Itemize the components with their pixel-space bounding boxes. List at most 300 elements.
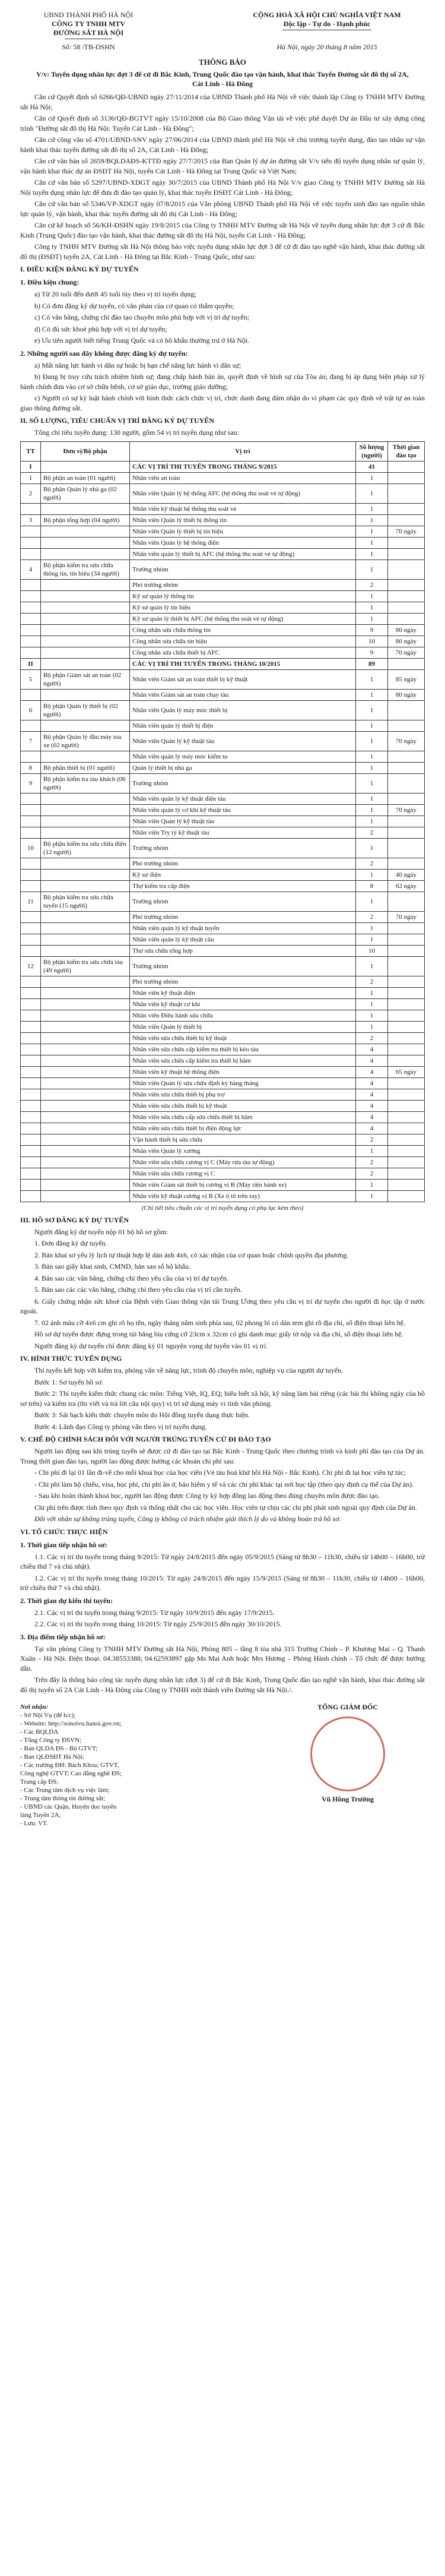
table-row	[21, 700, 425, 720]
quantity-cell: 1	[356, 720, 388, 731]
recipient-line: - Các trường ĐH: Bách Khoa; GTVT,	[20, 1762, 119, 1769]
position-cell: Nhân viên kỹ thuật cương vị B (Xe ô tô trên ray)	[130, 1190, 356, 1202]
unit-cell: Bộ phận Quản lý đầu máy toa xe (02 người)	[41, 731, 130, 751]
table-row	[21, 624, 425, 636]
unit-cell	[41, 1077, 130, 1089]
schedule-item: 2.1. Các vị trí thi tuyển trong tháng 9/2015: Từ ngày 10/9/2015 đến ngày 17/9/2015.	[34, 1608, 275, 1617]
position-cell: Nhân viên kỹ thuật hệ thống thu soát vé	[130, 503, 356, 514]
position-cell: Nhân viên sửa chữa thiết bị phụ trợ	[130, 1089, 356, 1100]
table-row	[21, 762, 425, 773]
quantity-cell: 1	[356, 793, 388, 804]
dossier-lead: Người đăng ký dự tuyển nộp 01 bộ hồ sơ gồm:	[34, 1227, 169, 1236]
header-cell: Đơn vị/Bộ phận	[41, 441, 130, 461]
unit-cell	[41, 1089, 130, 1100]
row-number-cell	[21, 911, 41, 922]
section-conditions	[20, 264, 425, 413]
unit-cell	[41, 1168, 130, 1179]
table-row	[21, 1077, 425, 1089]
unit-cell	[41, 1044, 130, 1055]
policy-item: - Sau khi hoàn thành khoá học, người lao động được Công ty ký hợp đồng lao động theo đúng chuyên môn được đào tạo.	[34, 1491, 380, 1500]
issuer-parent: UBND THÀNH PHỐ HÀ NỘI	[43, 11, 134, 19]
unit-cell: Bộ phận an toàn (01 người)	[41, 472, 130, 483]
quantity-cell: 4	[356, 1077, 388, 1089]
row-number-cell	[21, 751, 41, 762]
dossier-item: 4. Bản sao các văn bằng, chứng chỉ theo yêu cầu của vị trí dự tuyển.	[34, 1273, 228, 1282]
row-number-cell: 7	[21, 731, 41, 751]
row-number-cell	[21, 858, 41, 869]
row-number-cell: II	[21, 658, 41, 669]
quantity-cell: 1	[356, 1145, 388, 1156]
row-number-cell	[21, 976, 41, 987]
recipient-line: Trung cấp ĐS;	[20, 1778, 59, 1785]
document-footer	[20, 1703, 425, 1828]
position-cell: Nhân viên sửa chữa thiết bị kỹ thuật	[130, 1032, 356, 1044]
subsection-heading: 1. Điều kiện chung:	[20, 278, 80, 286]
unit-cell	[41, 911, 130, 922]
duration-cell	[388, 548, 425, 560]
position-cell: Thợ kiểm tra cấp điện	[130, 880, 356, 892]
dossier-item: 1. Đơn đăng ký dự tuyển.	[34, 1239, 107, 1247]
quantity-cell: 1	[356, 816, 388, 827]
table-row	[21, 590, 425, 602]
position-cell: Nhân viên Quản lý sửa chữa định kỳ hàng tháng	[130, 1077, 356, 1089]
unit-cell	[41, 945, 130, 956]
table-row	[21, 1190, 425, 1202]
quantity-cell: 1	[356, 1010, 388, 1021]
table-row	[21, 945, 425, 956]
recipient-line: - Ban QLDA ĐS - Bộ GTVT;	[20, 1745, 98, 1752]
duration-cell: 40 ngày	[388, 869, 425, 880]
table-group-row	[21, 658, 425, 669]
schedule-item: 2.2. Các vị trí thi tuyển trong tháng 10/2015: Từ ngày 25/9/2015 đến ngày 30/10/2015.	[34, 1620, 282, 1628]
quantity-cell: 10	[356, 945, 388, 956]
row-number-cell	[21, 934, 41, 945]
quantity-cell: 1	[356, 762, 388, 773]
position-cell: CÁC VỊ TRÍ THI TUYỂN TRONG THÁNG 10/2015	[130, 658, 356, 669]
form-step: Bước 1: Sơ tuyển hồ sơ.	[34, 1377, 104, 1386]
section-heading: I. ĐIỀU KIỆN ĐĂNG KÝ DỰ TUYỂN	[20, 265, 139, 273]
quantity-cell: 2	[356, 911, 388, 922]
duration-cell: 65 ngày	[388, 1066, 425, 1077]
unit-cell: Bộ phận Giám sát an toàn (02 người)	[41, 669, 130, 689]
exclusion-item: b) Đang bị truy cứu trách nhiệm hình sự; đang chấp hành bản án, quyết định về hình sự của Tòa án; đang bị áp dụng biện pháp xử lý hành chính đưa vào cơ sở chữa bệnh, cơ sở giáo dục, trường giáo dưỡng;	[20, 372, 425, 391]
quantity-cell: 2	[356, 976, 388, 987]
duration-cell	[388, 700, 425, 720]
table-row	[21, 669, 425, 689]
table-row	[21, 1145, 425, 1156]
row-number-cell	[21, 1077, 41, 1089]
table-row	[21, 1032, 425, 1044]
duration-cell	[388, 816, 425, 827]
position-cell: Nhân viên sửa chữa cương vị C (Máy rửa tàu tự động)	[130, 1156, 356, 1168]
table-row	[21, 1134, 425, 1145]
position-cell: Kỹ sư điện	[130, 869, 356, 880]
quantity-cell: 10	[356, 636, 388, 647]
table-row	[21, 503, 425, 514]
position-cell: Nhân viên an toàn	[130, 472, 356, 483]
unit-cell	[41, 647, 130, 658]
duration-cell	[388, 793, 425, 804]
policy-item: Chi phí trên được tính theo quy định và thống nhất cho các học viên. Học viên tự chịu các chi phí phát sinh ngoài quy định của Dự án.	[34, 1503, 417, 1512]
position-cell: Nhân viên sửa chữa cương vị C	[130, 1168, 356, 1179]
quantity-cell: 1	[356, 669, 388, 689]
subsection-heading: 2. Những người sau đây không được đăng ký dự tuyển:	[20, 349, 188, 358]
quantity-cell: 1	[356, 689, 388, 700]
position-cell: CÁC VỊ TRÍ THI TUYỂN TRONG THÁNG 9/2015	[130, 461, 356, 472]
national-block	[229, 11, 425, 39]
unit-cell	[41, 1190, 130, 1202]
table-note: (Chi tiết tiêu chuẩn các vị trí tuyển dụng có phụ lục kèm theo)	[141, 1204, 304, 1212]
position-cell: Nhân viên Quản lý thiết bị thông tin	[130, 514, 356, 526]
position-cell: Nhân viên quản lý kỹ thuật tuyến	[130, 922, 356, 934]
duration-cell	[388, 1044, 425, 1055]
row-number-cell	[21, 1032, 41, 1044]
table-row	[21, 1179, 425, 1190]
table-row	[21, 1055, 425, 1066]
unit-cell	[41, 526, 130, 537]
section-policy	[20, 1434, 425, 1524]
quantity-cell: 1	[356, 987, 388, 998]
condition-item: b) Có đơn đăng ký dự tuyển, có văn phản của cơ quan có thẩm quyền;	[34, 301, 234, 310]
quantity-cell: 1	[356, 1179, 388, 1190]
row-number-cell	[21, 987, 41, 998]
row-number-cell	[21, 804, 41, 816]
duration-cell	[388, 1055, 425, 1066]
unit-cell: Bộ phận kiểm tra sửa chữa tàu (49 người)	[41, 956, 130, 976]
unit-cell	[41, 1123, 130, 1134]
unit-cell	[41, 636, 130, 647]
quantity-cell: 1	[356, 869, 388, 880]
duration-cell	[388, 1190, 425, 1202]
quantity-cell: 2	[356, 1168, 388, 1179]
unit-cell	[41, 1156, 130, 1168]
unit-cell	[41, 976, 130, 987]
row-number-cell	[21, 1145, 41, 1156]
row-number-cell	[21, 793, 41, 804]
quantity-cell: 2	[356, 579, 388, 590]
quantity-cell: 1	[356, 602, 388, 613]
position-cell: Nhân viên Quản lý hệ thống điện	[130, 537, 356, 548]
unit-cell	[41, 998, 130, 1010]
unit-cell	[41, 503, 130, 514]
row-number-cell: 5	[21, 669, 41, 689]
row-number-cell: 12	[21, 956, 41, 976]
document-title: THÔNG BÁO	[199, 58, 246, 67]
form-lead: Thí tuyển kết hợp với kiểm tra, phỏng vấn về năng lực, trình độ chuyên môn, nghiệp vụ của người dự tuyển.	[34, 1366, 344, 1374]
row-number-cell	[21, 1179, 41, 1190]
row-number-cell	[21, 647, 41, 658]
unit-cell	[41, 602, 130, 613]
duration-cell	[388, 461, 425, 472]
duration-cell: 80 ngày	[388, 636, 425, 647]
recipient-line: làng Tuyến 2A;	[20, 1812, 61, 1819]
section-organization	[20, 1527, 425, 1695]
policy-item: - Chi phí làm hộ chiếu, visa, học phí, chi phí ăn ở, bảo hiểm y tế và các chi phí khác tại nơi học tập (theo quy định cụ thể của Dự án).	[34, 1480, 414, 1488]
duration-cell	[388, 1021, 425, 1032]
document-date: Hà Nội, ngày 20 tháng 8 năm 2015	[276, 43, 377, 51]
section-heading: II. SỐ LƯỢNG, TIÊU CHUẨN VỊ TRÍ ĐĂNG KÝ DỰ TUYỂN	[20, 416, 214, 425]
table-row	[21, 827, 425, 838]
position-cell: Vận hành thiết bị sửa chữa	[130, 1134, 356, 1145]
row-number-cell	[21, 720, 41, 731]
quantity-cell: 1	[356, 1190, 388, 1202]
table-row	[21, 880, 425, 892]
position-cell: Nhân viên Quản lý xưởng	[130, 1145, 356, 1156]
position-cell: Nhân viên Giám sát an toàn thiết bị kỹ thuật	[130, 669, 356, 689]
quantity-cell: 1	[356, 773, 388, 793]
duration-cell	[388, 1145, 425, 1156]
quantity-cell: 1	[356, 548, 388, 560]
intro-paragraph: Căn cứ văn bản số 5297/UBND-XDGT ngày 30/7/2015 của UBND Thành phố Hà Nội V/v giao Công ty TNHH MTV Đường sắt Hà Nội tuyển dụng nhân lực để đưa đi đào tạo quản lý, khai thác tuyến ĐSĐT Cát Linh - Hà Đông;	[20, 178, 425, 197]
policy-item: - Chi phí đi lại 01 lần đi-về cho mỗi khoá học của học viên (Vé tàu hoả khứ hồi Hà Nội - Bắc Kinh). Chi phí đi lại học viên tự túc;	[34, 1468, 406, 1477]
dossier-item: Hồ sơ dự tuyển được đựng trong túi bằng bìa cứng cỡ 23cm x 32cm có ghi danh mục giấy tờ nộp và địa chỉ, số điện thoại liên hệ.	[34, 1330, 403, 1338]
row-number-cell	[21, 1123, 41, 1134]
row-number-cell	[21, 636, 41, 647]
duration-cell: 70 ngày	[388, 731, 425, 751]
intro-paragraph: Căn cứ công văn số 4701/UBND-SNV ngày 27/06/2014 của UBND thành phố Hà Nội về chủ trương tuyển dụng, đào tạo nhân sự vận hành khai thác tuyến đường sắt đô thị số 2A, Cát Linh - Hà Đông;	[20, 135, 425, 154]
quantity-cell: 9	[356, 624, 388, 636]
duration-cell: 70 ngày	[388, 647, 425, 658]
table-row	[21, 548, 425, 560]
recipient-line: - Lưu: VT.	[20, 1820, 48, 1827]
row-number-cell	[21, 1156, 41, 1168]
subsection-heading: 2. Thời gian dự kiến thi tuyển:	[20, 1596, 113, 1605]
duration-cell	[388, 1123, 425, 1134]
row-number-cell	[21, 1021, 41, 1032]
quantity-cell: 9	[356, 647, 388, 658]
dossier-item: Người đăng ký dự tuyển chỉ được đăng ký 01 nguyện vọng dự tuyển vào 01 vị trí.	[34, 1341, 268, 1350]
duration-cell	[388, 1100, 425, 1111]
duration-cell: 70 ngày	[388, 526, 425, 537]
quantity-cell: 1	[356, 613, 388, 624]
row-number-cell: 8	[21, 762, 41, 773]
duration-cell	[388, 1156, 425, 1168]
table-row	[21, 934, 425, 945]
intro-paragraph: Căn cứ văn bản số 5346/VP-XDGT ngày 07/8/2015 của Văn phòng UBND Thành phố Hà Nội về việc tuyển sinh đào tạo nguồn nhân lực quản lý, vận hành, khai thác tuyến đường sắt đô thị Cát Linh - Hà Đông;	[20, 200, 425, 218]
intro-paragraph: Căn cứ văn bản số 2659/BQLDAĐS-KTTĐ ngày 27/7/2015 của Ban Quản lý dự án đường sắt V/v tiến độ tuyển dụng nhân sự quản lý, vận hành khai thác dự án ĐSĐT Hà Nội, tuyến Cát Linh - Hà Đông tại Trung Quốc và Việt Nam;	[20, 157, 425, 175]
red-seal-stamp	[310, 1717, 385, 1791]
duration-cell	[388, 751, 425, 762]
unit-cell	[41, 537, 130, 548]
intro-paragraph: Công ty TNHH MTV Đường sắt Hà Nội thông báo việc tuyển dụng nhân lực đợt 3 để cử đi đào tạo nghề vận hành, khai thác đường sắt đô thị (ĐSĐT) tuyến 2A, Cát Linh - Hà Đông tại Bắc Kinh - Trung Quốc, như sau:	[20, 242, 425, 261]
quantity-cell: 1	[356, 956, 388, 976]
quantity-cell: 1	[356, 751, 388, 762]
table-group-row	[21, 461, 425, 472]
table-row	[21, 1066, 425, 1077]
position-cell: Nhân viên Try tý kỹ thuật tàu	[130, 827, 356, 838]
issuer-name: CÔNG TY TNHH MTV	[51, 20, 126, 28]
quantity-cell: 2	[356, 858, 388, 869]
unit-cell	[41, 613, 130, 624]
table-row	[21, 579, 425, 590]
position-cell: Nhân viên Giám sát an toàn chạy tàu	[130, 689, 356, 700]
table-row	[21, 514, 425, 526]
position-cell: Nhân viên Quản lý kỹ thuật tàu	[130, 816, 356, 827]
unit-cell: Bộ phận kiểm tra sửa chữa điện (12 người)	[41, 838, 130, 858]
table-row	[21, 602, 425, 613]
quantity-cell: 1	[356, 731, 388, 751]
duration-cell	[388, 579, 425, 590]
row-number-cell	[21, 816, 41, 827]
table-row	[21, 1021, 425, 1032]
table-row	[21, 483, 425, 503]
table-row	[21, 1010, 425, 1021]
quantity-cell: 1	[356, 1021, 388, 1032]
schedule-item: 1.1. Các vị trí thi tuyển trong tháng 9/2015: Từ ngày 24/8/2015 đến ngày 05/9/2015 (Sáng từ 8h30 – 11h30, chiều từ 14h00 – 16h00, trừ chiều thứ 7 và chủ nhật).	[20, 1552, 425, 1570]
duration-cell: 62 ngày	[388, 880, 425, 892]
row-number-cell: 2	[21, 483, 41, 503]
duration-cell	[388, 1168, 425, 1179]
row-number-cell	[21, 1055, 41, 1066]
signature-block	[271, 1703, 425, 1828]
intro-paragraph: Căn cứ Quyết định số 3136/QĐ-BGTVT ngày 15/10/2008 của Bộ Giao thông Vận tải về việc phê duyệt Dự án Đầu tư xây dựng công trình "Đường sắt đô thị Hà Nội: Tuyến Cát Linh - Hà Đông";	[20, 114, 425, 132]
table-row	[21, 1123, 425, 1134]
row-number-cell: 11	[21, 892, 41, 911]
unit-cell: Bộ phận Quản lý nhà ga (02 người)	[41, 483, 130, 503]
position-cell: Nhân viên Điều hành sửa chữa	[130, 1010, 356, 1021]
position-cell: Nhân viên Quản lý kỹ thuật tàu	[130, 731, 356, 751]
unit-cell: Bộ phận kiểm tra tàu khách (06 người)	[41, 773, 130, 793]
duration-cell	[388, 658, 425, 669]
form-step: Bước 3: Sát hạch kiến thức chuyên môn do Hội đồng tuyển dụng thực hiện.	[34, 1411, 250, 1419]
row-number-cell: 4	[21, 560, 41, 579]
condition-item: c) Có văn bằng, chứng chỉ đào tạo chuyên môn phù hợp với vị trí dự tuyển;	[34, 313, 249, 321]
unit-cell	[41, 1010, 130, 1021]
position-cell: Trưởng nhóm	[130, 838, 356, 858]
row-number-cell	[21, 1089, 41, 1100]
duration-cell	[388, 838, 425, 858]
unit-cell: Bộ phận tổng hợp (04 người)	[41, 514, 130, 526]
unit-cell: Bộ phận kiểm tra sửa chữa tuyến (15 người)	[41, 892, 130, 911]
table-row	[21, 689, 425, 700]
quantity-cell: 2	[356, 1032, 388, 1044]
duration-cell	[388, 1089, 425, 1100]
unit-cell	[41, 1179, 130, 1190]
policy-lead: Người lao động sau khi trúng tuyển sẽ được cử đi đào tạo tại Bắc Kinh - Trung Quốc theo chương trình và kinh phí đào tạo của Dự án. Trong thời gian đào tạo, người lao động được hưởng các khoản chi phí sau:	[20, 1447, 425, 1465]
row-number-cell	[21, 945, 41, 956]
duration-cell	[388, 1077, 425, 1089]
row-number-cell	[21, 689, 41, 700]
table-row	[21, 1044, 425, 1055]
form-step: Bước 2: Thí tuyển kiểm thức chung các môn: Tiếng Việt, IQ, EQ; hiểu biết xã hội, kỹ năng làm bài riêng (các bài thi không ngày của hồ sơ trên) và kiểm tra (thi viết và trả lời câu nội quy) vị trí sử dụng máy vi tính văn phòng.	[20, 1389, 425, 1408]
quantity-cell: 1	[356, 590, 388, 602]
recipient-line: - UBND các Quận, Huyện dọc tuyến	[20, 1803, 117, 1810]
unit-cell	[41, 624, 130, 636]
duration-cell	[388, 858, 425, 869]
quantity-cell: 41	[356, 461, 388, 472]
quantity-cell: 1	[356, 514, 388, 526]
row-number-cell	[21, 1066, 41, 1077]
position-cell: Nhân viên sửa chữa thiết bị kỹ thuật	[130, 1100, 356, 1111]
table-row	[21, 613, 425, 624]
recipients-label: Nơi nhận:	[20, 1703, 49, 1711]
section-positions	[20, 416, 425, 1212]
table-row	[21, 526, 425, 537]
header-cell: Vị trí	[130, 441, 356, 461]
unit-cell	[41, 1032, 130, 1044]
quantity-cell: 4	[356, 1055, 388, 1066]
unit-cell	[41, 579, 130, 590]
recipient-line: - Tổng Công ty ĐSVN;	[20, 1737, 82, 1744]
table-row	[21, 1100, 425, 1111]
recipient-line: - Các BQLDA	[20, 1728, 59, 1736]
position-cell: Nhân viên sửa chữa thiết bị điện động lực	[130, 1123, 356, 1134]
table-row	[21, 998, 425, 1010]
unit-cell	[41, 658, 130, 669]
row-number-cell	[21, 922, 41, 934]
unit-cell	[41, 869, 130, 880]
position-cell: Quản lý thiết bị nhà ga	[130, 762, 356, 773]
quantity-cell: 1	[356, 804, 388, 816]
unit-cell	[41, 1100, 130, 1111]
unit-cell	[41, 720, 130, 731]
document-number: Số: 58 /TB-DSHN	[62, 43, 115, 51]
duration-cell	[388, 987, 425, 998]
table-row	[21, 922, 425, 934]
signer-name: Vũ Hồng Trường	[321, 1795, 374, 1803]
duration-cell	[388, 998, 425, 1010]
row-number-cell: 1	[21, 472, 41, 483]
position-cell: Nhân viên Quản lý thiết bị	[130, 1021, 356, 1032]
section-heading: IV. HÌNH THỨC TUYỂN DỤNG	[20, 1354, 122, 1363]
quantity-cell: 1	[356, 998, 388, 1010]
table-row	[21, 773, 425, 793]
section-recruitment-form	[20, 1354, 425, 1431]
unit-cell	[41, 858, 130, 869]
closing-paragraph: Trên đây là thông báo công tác tuyển dụng nhân lực (đợt 3) để cử đi Bắc Kinh, Trung Quốc đào tạo nghề vận hành, khai thác đường sắt đô thị tuyến số 2A Cát Linh - Hà Đông của Công ty TNHH một thành viên Đường sắt Hà Nội./.	[20, 1676, 425, 1694]
duration-cell	[388, 1032, 425, 1044]
quantity-cell: 4	[356, 1111, 388, 1123]
recipient-line: - Sở Nội Vụ (để b/c);	[20, 1712, 76, 1719]
row-number-cell: 9	[21, 773, 41, 793]
quantity-cell: 89	[356, 658, 388, 669]
section-heading: VI. TỔ CHỨC THỰC HIỆN	[20, 1527, 108, 1536]
quantity-cell: 1	[356, 892, 388, 911]
table-row	[21, 987, 425, 998]
duration-cell: 80 ngày	[388, 624, 425, 636]
row-number-cell	[21, 579, 41, 590]
table-row	[21, 636, 425, 647]
quantity-cell: 4	[356, 1066, 388, 1077]
position-cell: Nhân viên sửa chữa cấp kiểm tra thiết bị hãm	[130, 1055, 356, 1066]
schedule-item: 1.2. Các vị trí thi tuyển trong tháng 10/2015: Từ ngày 24/8/2015 đến ngày 15/9/2015 (Sáng từ 8h30 – 11h30, chiều từ 14h00 – 16h00, trừ chiều thứ 7 và chủ nhật).	[20, 1573, 425, 1592]
row-number-cell	[21, 998, 41, 1010]
unit-cell	[41, 1134, 130, 1145]
unit-cell	[41, 793, 130, 804]
row-number-cell	[21, 827, 41, 838]
duration-cell: 70 ngày	[388, 911, 425, 922]
position-cell: Nhân viên quản lý kỹ thuật cầu	[130, 934, 356, 945]
duration-cell: 80 ngày	[388, 689, 425, 700]
duration-cell	[388, 514, 425, 526]
position-cell: Công nhân sửa chữa tín hiệu	[130, 636, 356, 647]
quantity-cell: 1	[356, 526, 388, 537]
table-row	[21, 720, 425, 731]
exclusion-item: a) Mất năng lực hành vi dân sự hoặc bị hạn chế năng lực hành vi dân sự;	[34, 361, 241, 369]
row-number-cell	[21, 1134, 41, 1145]
quantity-cell: 4	[356, 1123, 388, 1134]
row-number-cell: 3	[21, 514, 41, 526]
position-cell: Công nhân sửa chữa thông tin	[130, 624, 356, 636]
duration-cell	[388, 922, 425, 934]
quantity-cell: 2	[356, 827, 388, 838]
positions-table	[20, 441, 425, 1202]
row-number-cell	[21, 537, 41, 548]
duration-cell	[388, 560, 425, 579]
intro-paragraph: Căn cứ kế hoạch số 56/KH-ĐSHN ngày 19/8/2015 của Công ty TNHH MTV Đường sắt Hà Nội về tuyển dụng nhân lực đợt 3 cử đi Bắc Kinh (Trung Quốc) đào tạo vận hành, khai thác đường sắt đô thị Hà Nội, tuyến Cát Linh - Hà Đông;	[20, 221, 425, 239]
row-number-cell	[21, 503, 41, 514]
dossier-item: 7. 02 ảnh màu cỡ 4x6 cm ghi rõ họ tên, ngày tháng năm sinh phía sau, 02 phong bì có dán tem ghi rõ địa chỉ, số điện thoại liên hệ.	[34, 1318, 405, 1327]
